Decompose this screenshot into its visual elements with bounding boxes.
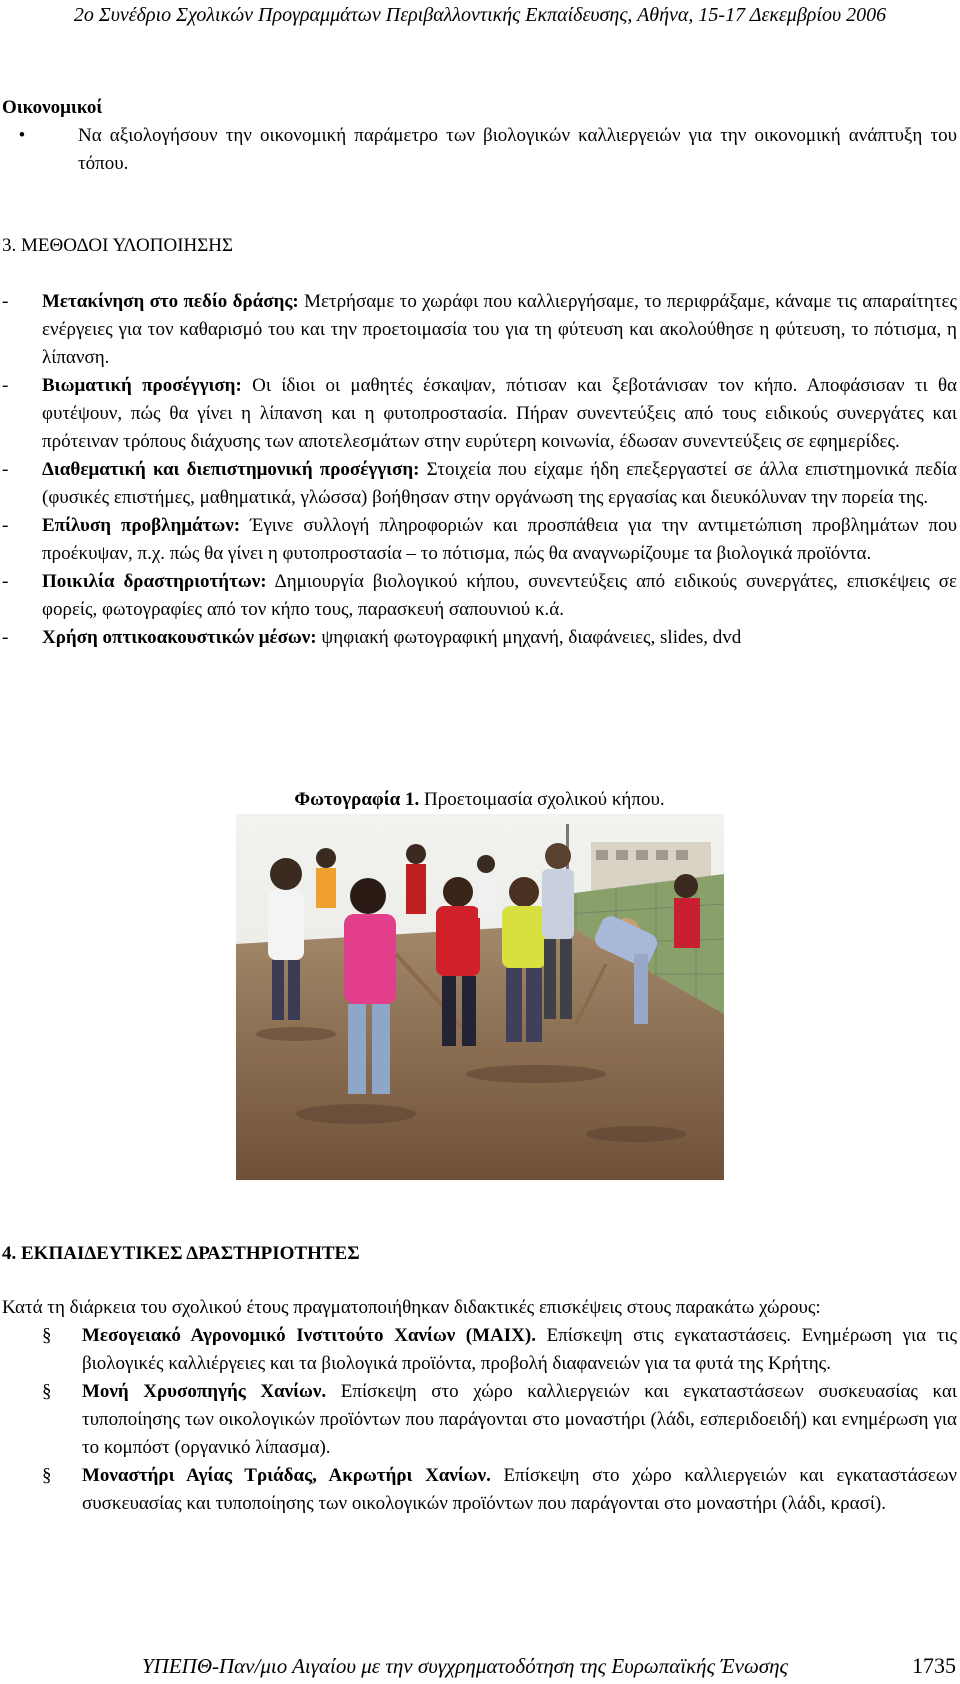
item-text: Επίσκεψη στις εγκαταστάσεις. Ενημέρωση για τις βιολογικές καλλιέργειες και τα βιολογικά προϊόντα, προβολή διαφανειών για τα φυτά της Κρήτης. <box>82 1325 957 1374</box>
item-label: Χρήση οπτικοακουστικών μέσων: <box>42 627 317 648</box>
dash-mark: - <box>2 515 9 536</box>
item-text: Στοιχεία που είχαμε ήδη επεξεργαστεί σε άλλα επιστημονικά πεδία (φυσικές επιστήμες, μαθηματικά, γλώσσα) βοήθησαν στην οργάνωση της εργασίας και διευκόλυναν την πορεία της. <box>42 459 957 508</box>
section-3 <box>2 232 957 260</box>
list-item <box>2 1462 957 1518</box>
bullet-text: Να αξιολογήσουν την οικονομική παράμετρο των βιολογικών καλλιεργειών για την οικονομική ανάπτυξη του τόπου. <box>78 125 957 174</box>
section-mark: § <box>42 1465 52 1486</box>
figure-caption <box>2 786 957 814</box>
item-label: Ποικιλία δραστηριοτήτων: <box>42 571 267 592</box>
dash-mark: - <box>2 375 9 396</box>
dash-mark: - <box>2 571 9 592</box>
section-4 <box>2 1240 957 1268</box>
activities <box>2 1294 957 1518</box>
dash-mark: - <box>2 627 9 648</box>
section-4-title: 4. ΕΚΠΑΙΔΕΥΤΙΚΕΣ ΔΡΑΣΤΗΡΙΟΤΗΤΕΣ <box>2 1243 360 1264</box>
list-item <box>2 288 957 372</box>
list-item <box>2 512 957 568</box>
economic-objectives <box>2 94 957 178</box>
conference-header: 2ο Συνέδριο Σχολικών Προγραμμάτων Περιβαλλοντικής Εκπαίδευσης, Αθήνα, 15-17 Δεκεμβρίου 2006 <box>73 4 887 26</box>
page-number: 1735 <box>912 1653 956 1678</box>
dash-mark: - <box>2 459 9 480</box>
section-3-title: 3. ΜΕΘΟΔΟΙ ΥΛΟΠΟΙΗΣΗΣ <box>2 235 234 256</box>
list-item <box>2 1322 957 1378</box>
dash-mark: - <box>2 291 9 312</box>
section-mark: § <box>42 1325 52 1346</box>
list-item <box>2 624 957 652</box>
section-mark: § <box>42 1381 52 1402</box>
item-label: Διαθεματική και διεπιστημονική προσέγγιση: <box>42 459 420 480</box>
item-text: Δημιουργία βιολογικού κήπου, συνεντεύξεις από ειδικούς συνεργάτες, επισκέψεις σε φορείς, φωτογραφίες από τον κήπο τους, παρασκευή σαπουνιού κ.ά. <box>42 571 957 620</box>
item-label: Επίλυση προβλημάτων: <box>42 515 241 536</box>
photo-illustration <box>236 814 724 1180</box>
list-item <box>2 456 957 512</box>
list-item <box>2 1378 957 1462</box>
item-label: Βιωματική προσέγγιση: <box>42 375 242 396</box>
school-garden-photo <box>236 814 724 1180</box>
item-label: Μετακίνηση στο πεδίο δράσης: <box>42 291 299 312</box>
figure-caption-text: Προετοιμασία σχολικού κήπου. <box>419 789 665 810</box>
item-label: Μεσογειακό Αγρονομικό Ινστιτούτο Χανίων (ΜΑΙΧ). <box>82 1325 536 1346</box>
item-text: Επίσκεψη στο χώρο καλλιεργειών και εγκαταστάσεων συσκευασίας και τυποποίησης των οικολογικών προϊόντων που παράγονται στο μοναστήρι (λάδι, κρασί). <box>82 1465 957 1514</box>
list-item <box>2 122 957 178</box>
bullet-icon: • <box>18 125 26 146</box>
item-text: Οι ίδιοι οι μαθητές έσκαψαν, πότισαν και ξεβοτάνισαν τον κήπο. Αποφάσισαν τι θα φυτέψουν, πώς θα γίνει η λίπανση και η φυτοπροστασία. Πήραν συνεντεύξεις από τους ειδικούς συνεργάτες και πρότειναν τρόπους διάχυσης των αποτελεσμάτων στην ευρύτερη κοινωνία, έδωσαν συνεντεύξεις σε εφημερίδες. <box>42 375 958 452</box>
item-label: Μοναστήρι Αγίας Τριάδας, Ακρωτήρι Χανίων. <box>82 1465 491 1486</box>
list-item <box>2 372 957 456</box>
methods-list <box>2 288 957 652</box>
section-4-intro: Κατά τη διάρκεια του σχολικού έτους πραγματοποιήθηκαν διδακτικές επισκέψεις στους παρακάτω χώρους: <box>2 1297 821 1318</box>
economic-title: Οικονομικοί <box>2 97 103 118</box>
list-item <box>2 568 957 624</box>
item-text: Επίσκεψη στο χώρο καλλιεργειών και εγκαταστάσεων συσκευασίας και τυποποίησης των οικολογικών προϊόντων που παράγονται στο μοναστήρι (λάδι, εσπεριδοειδή) και ενημέρωση για το κομπόστ (οργανικό λίπασμα). <box>82 1381 957 1458</box>
item-text: Μετρήσαμε το χωράφι που καλλιεργήσαμε, το περιφράξαμε, κάναμε τις απαραίτητες ενέργειες για τον καθαρισμό του και την προετοιμασία του για τη φύτευση και ακολούθησε η φύτευση, το πότισμα, η λίπανση. <box>42 291 958 368</box>
item-label: Μονή Χρυσοπηγής Χανίων. <box>82 1381 327 1402</box>
figure-label: Φωτογραφία 1. <box>294 789 420 810</box>
footer-text: ΥΠΕΠΘ-Παν/μιο Αιγαίου με την συγχρηματοδότηση της Ευρωπαϊκής Ένωσης <box>142 1654 789 1678</box>
item-text: ψηφιακή φωτογραφική μηχανή, διαφάνειες, slides, dvd <box>316 627 742 648</box>
item-text: Έγινε συλλογή πληροφοριών και προσπάθεια για την αντιμετώπιση προβλημάτων που προέκυψαν, π.χ. πώς θα γίνει η φυτοπροστασία – το πότισμα, πώς θα αναγνωρίζουμε τα βιολογικά προϊόντα. <box>42 515 957 564</box>
